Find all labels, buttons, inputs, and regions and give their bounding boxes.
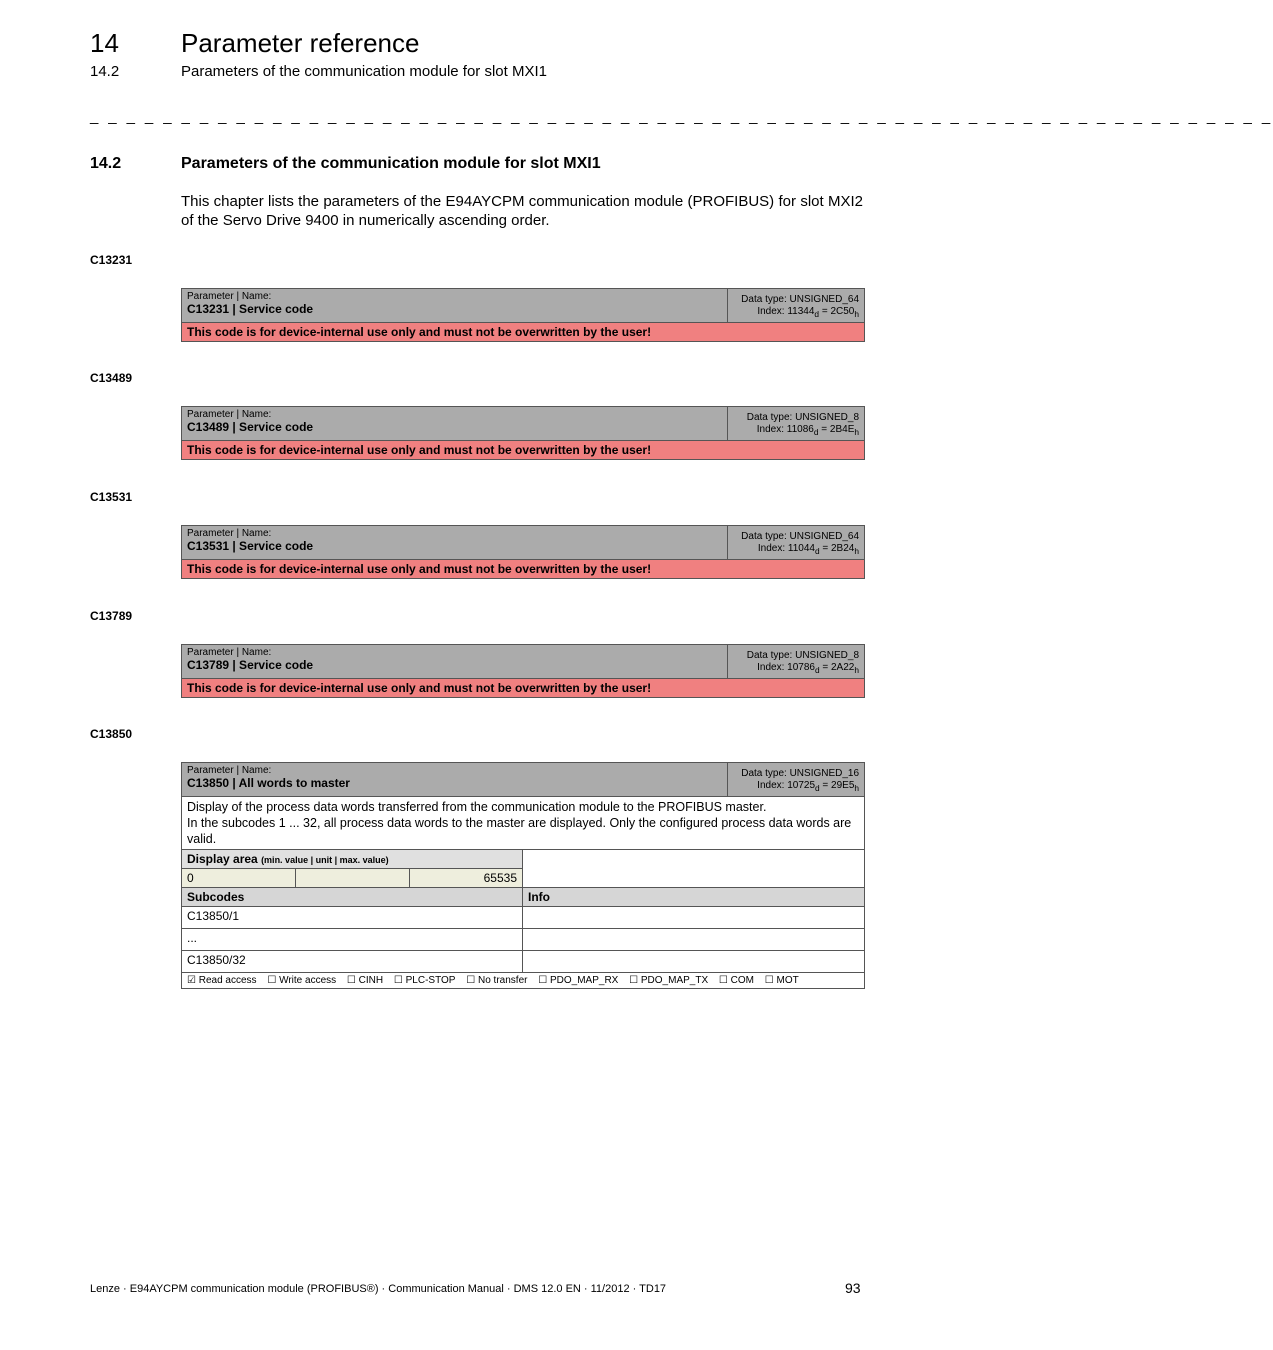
param-header-label: Parameter | Name:: [187, 765, 272, 776]
subcode-row: C13850/32: [182, 951, 523, 973]
param-code-label: C13850: [90, 727, 133, 741]
subcode-info: [523, 951, 865, 973]
subcode-info: [523, 907, 865, 929]
param-code-label: C13789: [90, 609, 133, 623]
header-section-number: 14.2: [90, 63, 120, 80]
param-warning: This code is for device-internal use only and must not be overwritten by the user!: [182, 679, 865, 698]
param-code-label: C13231: [90, 253, 133, 267]
subcode-row: C13850/1: [182, 907, 523, 929]
display-area-header: Display area (min. value | unit | max. value): [182, 850, 523, 869]
access-read: ☑ Read access: [187, 975, 257, 986]
param-warning: This code is for device-internal use only and must not be overwritten by the user!: [182, 560, 865, 579]
param-index: Index: $11044_d = 2B24_h$: [757, 543, 859, 556]
access-pdo-map-rx: ☐ PDO_MAP_RX: [538, 975, 619, 986]
max-value: 65535: [410, 869, 523, 888]
param-index: Index: $10786_d = 2A22_h$: [757, 662, 859, 675]
param-name: C13850 | All words to master: [187, 776, 350, 790]
header-section-title: Parameters of the communication module for slot MXI1: [181, 63, 547, 80]
param-index: Index: $11344_d = 2C50_h$: [757, 306, 859, 319]
access-plc-stop: ☐ PLC-STOP: [393, 975, 456, 986]
param-data-type: Data type: UNSIGNED_16: [741, 768, 860, 779]
param-name: C13789 | Service code: [187, 658, 314, 672]
access-mot: ☐ MOT: [764, 975, 799, 986]
header-rule: _ _ _ _ _ _ _ _ _ _ _ _ _ _ _ _ _ _ _ _ _ _ _ _ _ _ _ _ _ _ _ _ _ _ _ _ _ _ _ _ _ _ _ _ _ _ _ _ _ _ _ _ _ _ _ _ _ _ _ _ _ _ _ _ _: [90, 108, 1273, 125]
access-write: ☐ Write access: [267, 975, 337, 986]
subcodes-header: Subcodes: [182, 888, 523, 907]
param-data-type: Data type: UNSIGNED_8: [746, 650, 859, 661]
param-header-label: Parameter | Name:: [187, 528, 272, 539]
param-table-c13850: [181, 762, 865, 989]
access-flags: [182, 973, 865, 989]
param-table-c13789: [181, 644, 865, 698]
subcode-info: [523, 929, 865, 951]
param-data-type: Data type: UNSIGNED_64: [741, 294, 859, 305]
param-description: Display of the process data words transferred from the communication module to the PROFIBUS master. In the subcodes 1 ... 32, all process data words to the master are displayed. Only the configured process data words are valid.: [182, 797, 865, 850]
min-value: 0: [182, 869, 296, 888]
param-table-c13231: [181, 288, 865, 342]
footer-text: Lenze · E94AYCPM communication module (PROFIBUS®) · Communication Manual · DMS 12.0 EN · 11/2012 · TD17: [90, 1283, 667, 1295]
param-code-label: C13489: [90, 371, 133, 385]
access-com: ☐ COM: [718, 975, 754, 986]
section-intro: This chapter lists the parameters of the E94AYCPM communication module (PROFIBUS) for slot MXI2 of the Servo Drive 9400 in numerically ascending order.: [181, 193, 863, 229]
info-header: Info: [523, 888, 865, 907]
param-header-label: Parameter | Name:: [187, 647, 272, 658]
param-warning: This code is for device-internal use only and must not be overwritten by the user!: [182, 441, 865, 460]
param-name: C13531 | Service code: [187, 539, 314, 553]
subcode-row: ...: [182, 929, 523, 951]
section-number: 14.2: [90, 155, 122, 172]
param-warning: This code is for device-internal use only and must not be overwritten by the user!: [182, 323, 865, 342]
param-data-type: Data type: UNSIGNED_8: [746, 412, 859, 423]
page-number: 93: [845, 1280, 861, 1296]
access-cinh: ☐ CINH: [346, 975, 384, 986]
param-data-type: Data type: UNSIGNED_64: [741, 531, 859, 542]
section-title: Parameters of the communication module for slot MXI1: [181, 155, 601, 172]
access-no-transfer: ☐ No transfer: [466, 975, 528, 986]
param-index: Index: $10725_d = 29E5_h$: [757, 780, 860, 793]
param-name: C13489 | Service code: [187, 420, 314, 434]
chapter-title: Parameter reference: [181, 28, 420, 58]
param-code-label: C13531: [90, 490, 133, 504]
access-pdo-map-tx: ☐ PDO_MAP_TX: [629, 975, 709, 986]
unit-value: [296, 869, 410, 888]
param-header-label: Parameter | Name:: [187, 291, 272, 302]
param-header-label: Parameter | Name:: [187, 409, 272, 420]
chapter-number: 14: [90, 28, 119, 58]
display-area-blank: [523, 850, 865, 888]
param-index: Index: $11086_d = 2B4E_h$: [756, 424, 859, 437]
param-table-c13489: [181, 406, 865, 460]
param-table-c13531: [181, 525, 865, 579]
param-name: C13231 | Service code: [187, 302, 314, 316]
